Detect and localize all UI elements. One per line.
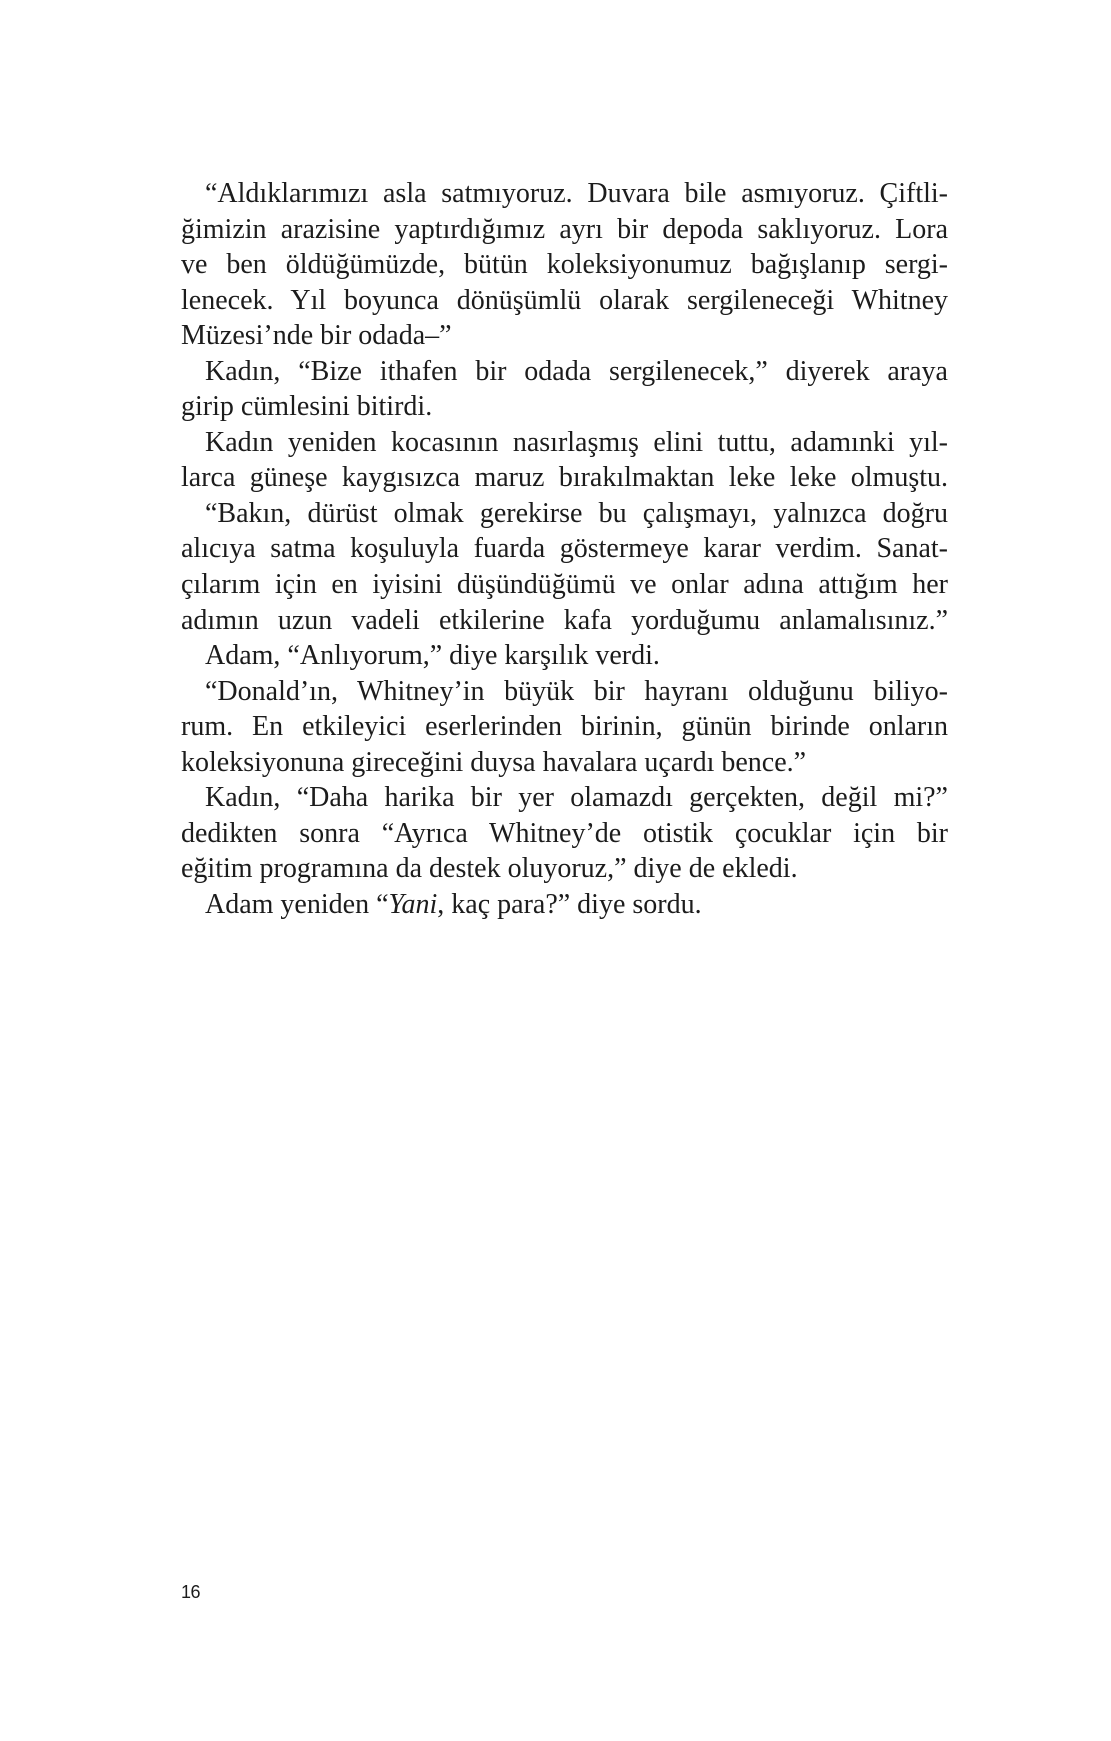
text-line: Kadın, “Bize ithafen bir odada sergilenecek,” diyerek araya	[205, 355, 948, 387]
text-line: Kadın, “Daha harika bir yer olamazdı gerçekten, değil mi?”	[205, 782, 948, 814]
italic-emphasis: Yani	[388, 888, 438, 920]
text-line: alıcıya satma koşuluyla fuarda göstermeye karar verdim. Sanat-	[181, 533, 948, 565]
text-line: “Bakın, dürüst olmak gerekirse bu çalışmayı, yalnızca doğru	[205, 497, 948, 529]
text-line: Adam, “Anlıyorum,” diye karşılık verdi.	[205, 640, 660, 672]
text-line: “Donald’ın, Whitney’in büyük bir hayranı olduğunu biliyo-	[205, 675, 948, 707]
paragraph	[181, 780, 948, 887]
paragraph	[181, 425, 948, 496]
text-line: ve ben öldüğümüzde, bütün koleksiyonumuz bağışlanıp sergi-	[181, 249, 948, 281]
text-run: , kaç para?” diye sordu.	[437, 888, 702, 920]
text-run: Adam yeniden “	[205, 888, 389, 920]
text-line: çılarım için en iyisini düşündüğümü ve onlar adına attığım her	[181, 569, 948, 601]
paragraph	[181, 176, 948, 354]
text-line: girip cümlesini bitirdi.	[181, 391, 433, 423]
body-text	[181, 176, 948, 922]
final-paragraph	[181, 887, 948, 923]
text-line: eğitim programına da destek oluyoruz,” diye de ekledi.	[181, 853, 798, 885]
text-line: ğimizin arazisine yaptırdığımız ayrı bir depoda saklıyoruz. Lora	[181, 213, 948, 245]
paragraph	[181, 354, 948, 425]
paragraph	[181, 638, 948, 674]
text-line: rum. En etkileyici eserlerinden birinin, günün birinde onların	[181, 711, 948, 743]
text-line: dedikten sonra “Ayrıca Whitney’de otistik çocuklar için bir	[181, 817, 948, 849]
text-line: “Aldıklarımızı asla satmıyoruz. Duvara bile asmıyoruz. Çiftli-	[205, 178, 948, 209]
page-number: 16	[181, 1582, 201, 1602]
paragraph	[181, 674, 948, 781]
text-line: koleksiyonuna gireceğini duysa havalara uçardı bence.”	[181, 746, 807, 778]
text-line: lenecek. Yıl boyunca dönüşümlü olarak sergileneceği Whitney	[181, 284, 948, 316]
text-line: larca güneşe kaygısızca maruz bırakılmaktan leke leke olmuştu.	[181, 462, 948, 494]
text-line: Kadın yeniden kocasının nasırlaşmış elini tuttu, adamınki yıl-	[205, 426, 948, 458]
text-line	[181, 887, 948, 923]
text-line: adımın uzun vadeli etkilerine kafa yorduğumu anlamalısınız.”	[181, 604, 948, 636]
paragraph	[181, 496, 948, 638]
text-line: Müzesi’nde bir odada–”	[181, 320, 452, 352]
